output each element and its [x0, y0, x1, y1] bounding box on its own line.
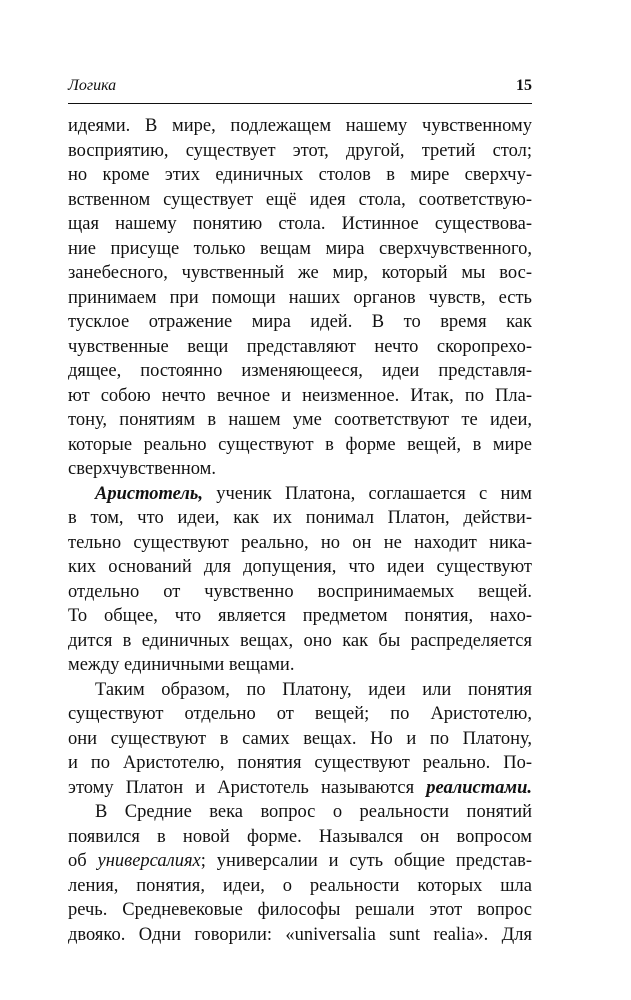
text-line: В Средние века вопрос о реальности понятий	[95, 802, 532, 822]
term-realists: реалистами.	[426, 777, 532, 798]
text-line: дится в единичных вещах, оно как бы распределяется	[68, 630, 532, 651]
paragraph-realists	[68, 678, 532, 801]
term-universals: универсалиях	[97, 851, 201, 871]
text-line: ких оснований для допущения, что идеи существуют	[68, 557, 532, 577]
text-line: чувственные вещи представляют нечто скоропрехо-	[68, 336, 532, 357]
page-number: 15	[516, 77, 532, 94]
text-line: идеями. В мире, подлежащем нашему чувственному	[68, 116, 532, 136]
body-text	[68, 114, 532, 947]
running-title: Логика	[68, 77, 117, 94]
text-line: они существуют в самих вещах. Но и по Платону,	[68, 728, 532, 749]
text-line: об универсалиях; универсалии и суть общие представ-	[68, 851, 532, 871]
text-line: в том, что идеи, как их понимал Платон, действи-	[68, 508, 532, 528]
text-line: Таким образом, по Платону, идеи или понятия	[95, 679, 532, 700]
text-line: отдельно от чувственно воспринимаемых вещей.	[68, 581, 532, 602]
paragraph-plato-ideas	[68, 114, 532, 482]
text-line: речь. Средневековые философы решали этот вопрос	[68, 900, 532, 920]
text-line: сверхчувственном.	[68, 459, 216, 479]
text-line: ние присуще только вещам мира сверхчувственного,	[68, 238, 532, 259]
text-line: Аристотель, ученик Платона, соглашается с ним	[95, 483, 532, 504]
term-aristotle: Аристотель,	[95, 483, 203, 504]
text-line: занебесного, чувственный же мир, который мы вос-	[68, 263, 532, 283]
text-line: вственном существует ещё идея стола, соответствую-	[68, 189, 532, 210]
text-line: которые реально существуют в форме вещей, в мире	[68, 434, 532, 455]
text-line: ления, понятия, идеи, о реальности которых шла	[68, 875, 532, 896]
text-line: То общее, что является предметом понятия, нахо-	[68, 606, 532, 626]
text-line: между единичными вещами.	[68, 655, 295, 675]
text-line: двояко. Одни говорили: «universalia sunt realia». Для	[68, 924, 532, 945]
text-line: появился в новой форме. Назывался он вопросом	[68, 826, 532, 847]
text-line: дящее, постоянно изменяющееся, идеи представля-	[68, 361, 532, 381]
text-line: но кроме этих единичных столов в мире сверхчу-	[68, 165, 532, 185]
text-line: восприятию, существует этот, другой, третий стол;	[68, 140, 532, 161]
text-line: этому Платон и Аристотель называются реалистами.	[68, 777, 532, 798]
text-line: тусклое отражение мира идей. В то время как	[68, 312, 532, 332]
text-line: и по Аристотелю, понятия существуют реально. По-	[68, 753, 532, 773]
text-line: щая нашему понятию стола. Истинное существова-	[68, 214, 532, 234]
text-line: тону, понятиям в нашем уме соответствуют те идеи,	[68, 410, 532, 430]
paragraph-aristotle	[68, 482, 532, 678]
paragraph-universals	[68, 800, 532, 947]
header-rule	[68, 103, 532, 104]
text-line: существуют отдельно от вещей; по Аристотелю,	[68, 704, 532, 724]
text-line: тельно существуют реально, но он не находит ника-	[68, 532, 532, 553]
text-line: принимаем при помощи наших органов чувств, есть	[68, 287, 532, 308]
text-line: ют собою нечто вечное и неизменное. Итак, по Пла-	[68, 385, 532, 406]
page-header	[68, 78, 532, 100]
